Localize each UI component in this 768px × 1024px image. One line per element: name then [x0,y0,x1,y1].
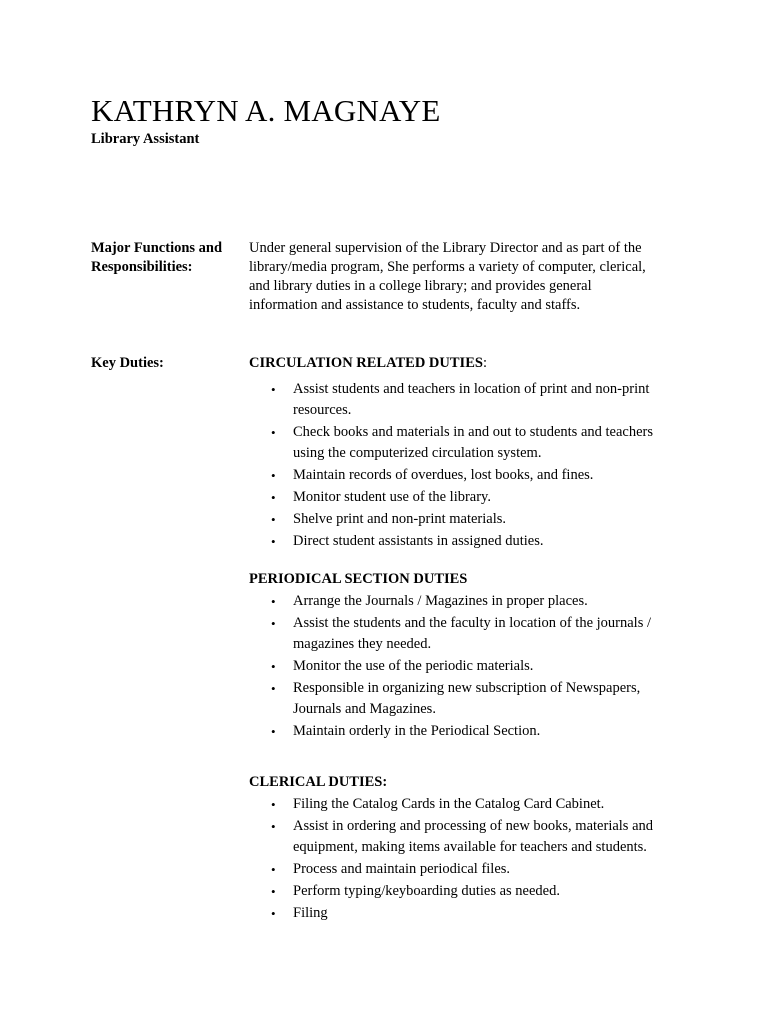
list-item [249,591,651,612]
item-line: Shelve print and non-print materials. [293,511,507,527]
list-item [249,531,653,552]
duty-list [249,591,651,742]
item-line: Perform typing/keyboarding duties as needed. [293,883,560,899]
bullet-icon: • [271,425,276,440]
summary-line: library/media program, She performs a variety of computer, clerical, [249,259,646,275]
section-title-colon: : [482,355,487,371]
item-line: Monitor student use of the library. [293,489,491,505]
item-line: Journals and Magazines. [293,701,436,717]
section-title [249,570,651,589]
bullet-icon: • [271,468,276,483]
item-line: Maintain orderly in the Periodical Section. [293,723,541,739]
item-line: Filing the Catalog Cards in the Catalog Card Cabinet. [293,796,605,812]
section-title-text: CIRCULATION RELATED DUTIES [249,355,483,371]
major-functions-text [249,239,689,315]
item-line: Responsible in organizing new subscription of Newspapers, [293,680,641,696]
list-item [249,816,653,858]
item-line: Check books and materials in and out to students and teachers [293,424,653,440]
item-line: resources. [293,402,352,418]
bullet-icon: • [271,884,276,899]
bullet-icon: • [271,724,276,739]
circulation-duties-section [249,354,653,553]
list-item [249,794,653,815]
summary-line: information and assistance to students, faculty and staffs. [249,297,581,313]
list-item [249,903,653,924]
job-title: Library Assistant [91,131,200,147]
item-line: Filing [293,905,328,921]
list-item [249,721,651,742]
bullet-icon: • [271,906,276,921]
major-functions-label [91,239,241,277]
bullet-icon: • [271,797,276,812]
item-line: Maintain records of overdues, lost books, and fines. [293,467,594,483]
bullet-icon: • [271,819,276,834]
list-item [249,487,653,508]
item-line: Process and maintain periodical files. [293,861,511,877]
bullet-icon: • [271,681,276,696]
bullet-icon: • [271,616,276,631]
periodical-duties-section [249,570,651,743]
item-line: Assist in ordering and processing of new books, materials and [293,818,654,834]
bullet-icon: • [271,594,276,609]
summary-line: and library duties in a college library; and provides general [249,278,592,294]
bullet-icon: • [271,490,276,505]
bullet-icon: • [271,862,276,877]
duty-list [249,379,653,552]
key-duties-label: Key Duties: [91,355,164,371]
list-item [249,859,653,880]
major-functions-label-line: Major Functions and [91,240,223,256]
list-item [249,465,653,486]
major-functions-label-line: Responsibilities: [91,259,193,275]
item-line: Assist students and teachers in location of print and non-print [293,381,650,397]
item-line: equipment, making items available for teachers and students. [293,839,647,855]
item-line: using the computerized circulation system. [293,445,542,461]
list-item [249,613,651,655]
section-title-text: PERIODICAL SECTION DUTIES [249,571,468,587]
item-line: Monitor the use of the periodic materials. [293,658,534,674]
bullet-icon: • [271,382,276,397]
list-item [249,509,653,530]
section-title [249,773,653,792]
list-item [249,656,651,677]
list-item [249,422,653,464]
item-line: Arrange the Journals / Magazines in proper places. [293,593,588,609]
list-item [249,379,653,421]
list-item [249,678,651,720]
bullet-icon: • [271,534,276,549]
clerical-duties-section [249,773,653,925]
bullet-icon: • [271,659,276,674]
list-item [249,881,653,902]
item-line: magazines they needed. [293,636,432,652]
section-title-text: CLERICAL DUTIES: [249,774,388,790]
duty-list [249,794,653,924]
bullet-icon: • [271,512,276,527]
section-title [249,354,653,373]
summary-line: Under general supervision of the Library Director and as part of the [249,240,642,256]
item-line: Assist the students and the faculty in location of the journals / [293,615,652,631]
person-name: KATHRYN A. MAGNAYE [91,93,441,128]
item-line: Direct student assistants in assigned duties. [293,533,544,549]
